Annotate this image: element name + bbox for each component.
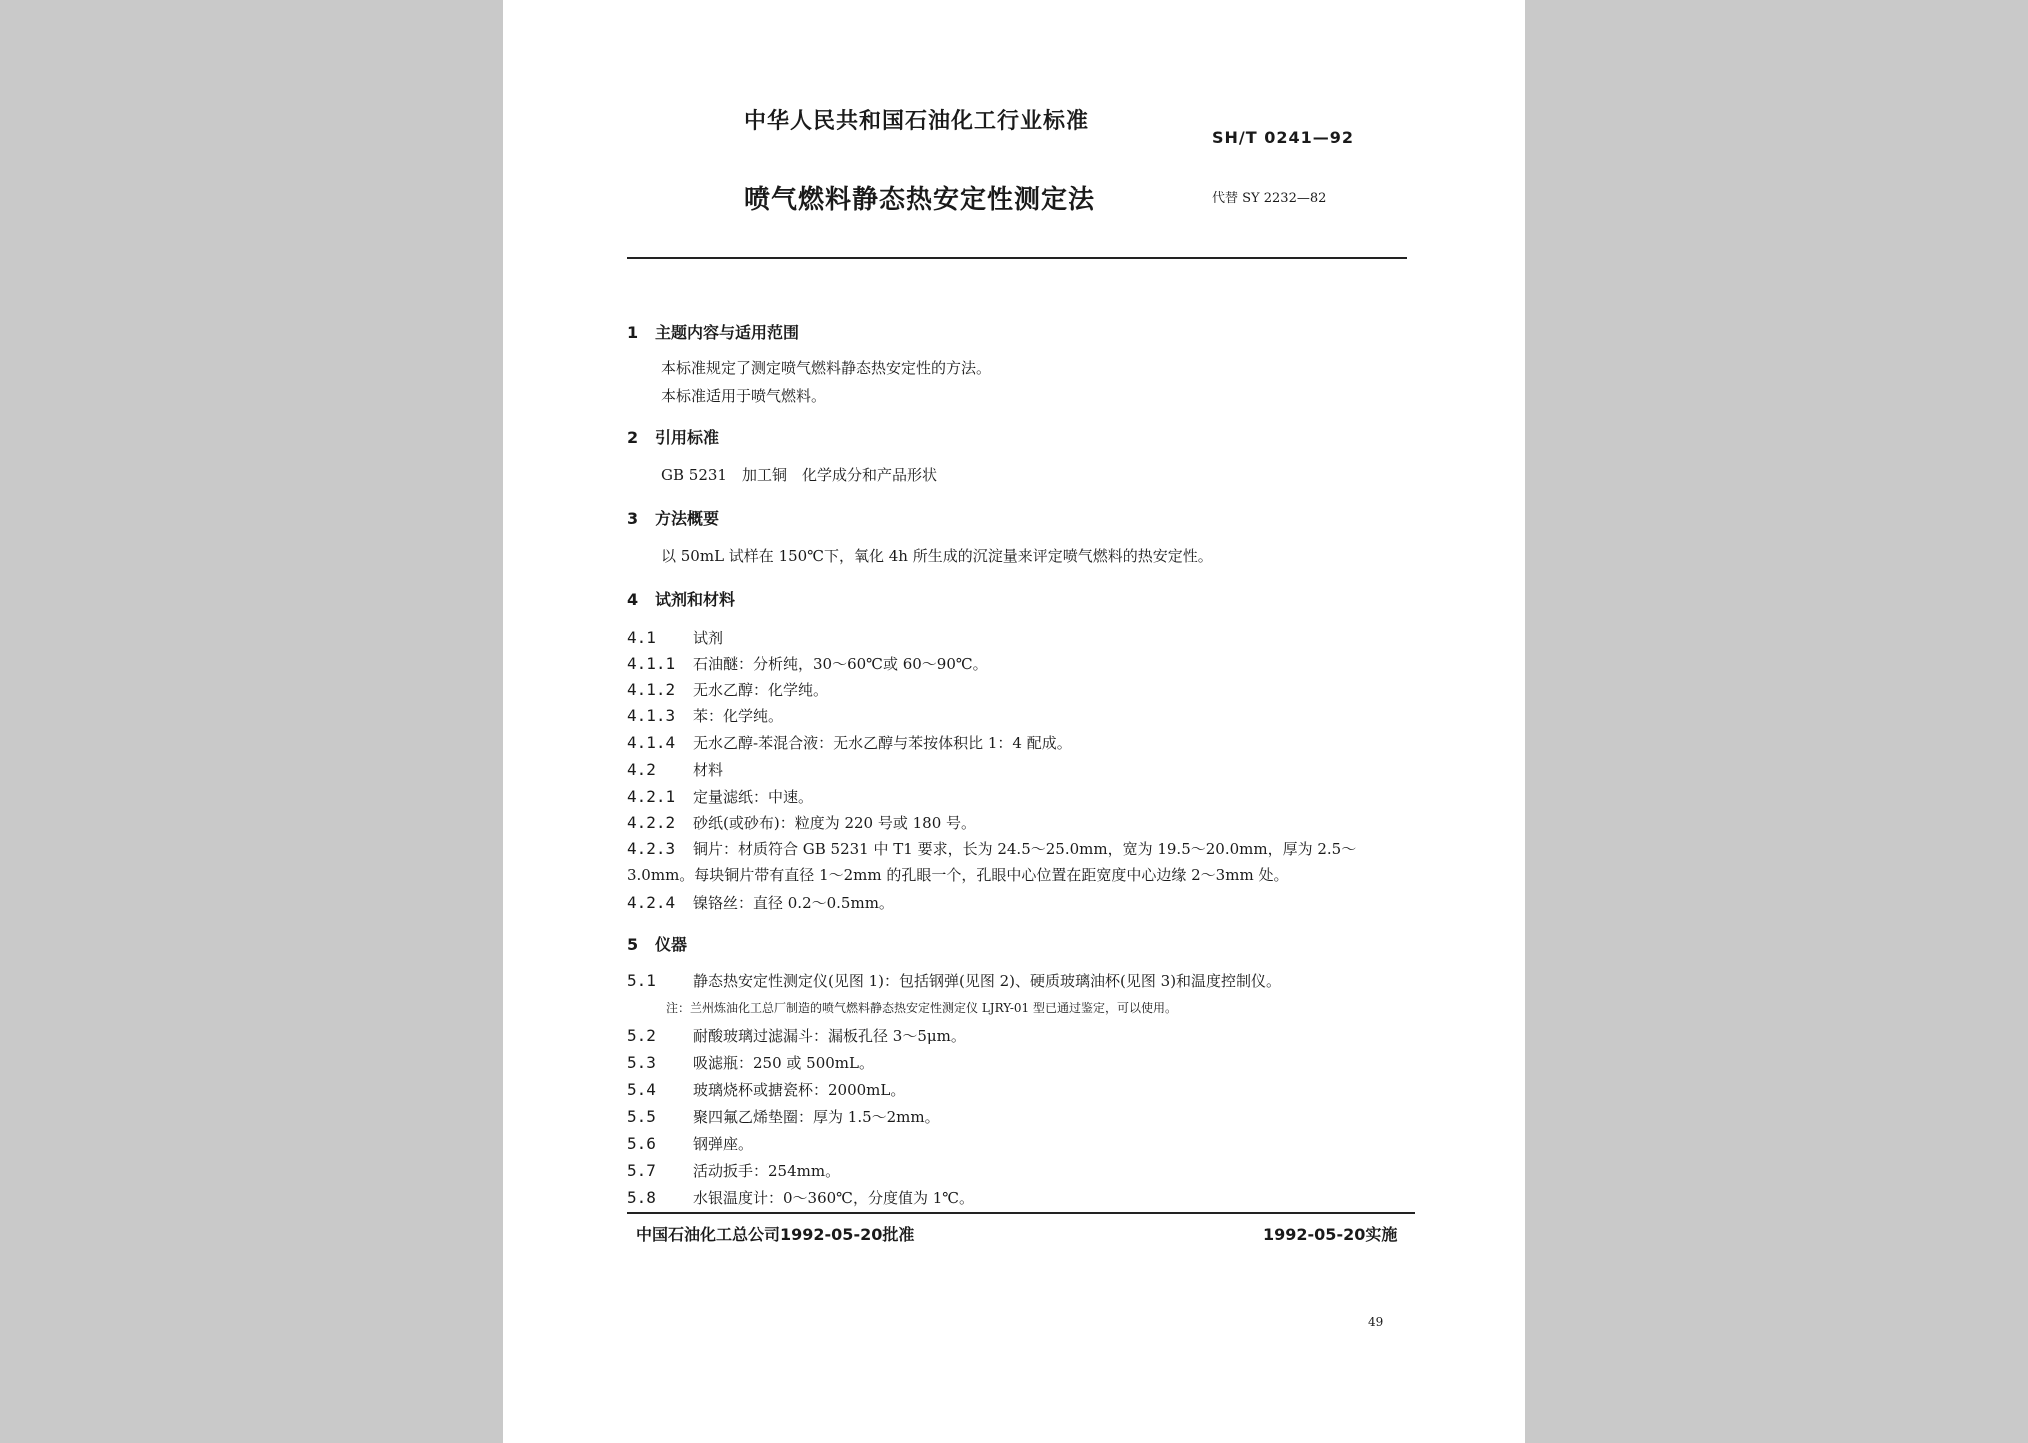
section-3-para-1: 以 50mL 试样在 150℃下，氧化 4h 所生成的沉淀量来评定喷气燃料的热安定性。 xyxy=(661,547,1213,565)
section-number: 4 xyxy=(627,590,639,609)
list-item: 4.1 试剂 xyxy=(627,628,724,647)
section-5-heading xyxy=(627,932,687,955)
section-1-para-1: 本标准规定了测定喷气燃料静态热安定性的方法。 xyxy=(661,359,992,377)
section-number: 3 xyxy=(627,509,639,528)
section-title: 方法概要 xyxy=(655,509,720,528)
section-1-heading xyxy=(627,320,799,343)
section-number: 5 xyxy=(627,935,639,954)
section-title: 仪器 xyxy=(655,935,688,954)
section-number: 2 xyxy=(627,428,639,447)
document-page xyxy=(503,0,1525,1443)
header-rule xyxy=(627,257,1407,259)
list-item: 4.2.3 铜片：材质符合 GB 5231 中 T1 要求，长为 24.5～25.0mm，宽为 19.5～20.0mm，厚为 2.5～ xyxy=(627,839,1357,858)
note: 注：兰州炼油化工总厂制造的喷气燃料静态热安定性测定仪 LJRY-01 型已通过鉴定，可以使用。 xyxy=(666,1001,1178,1015)
section-title: 主题内容与适用范围 xyxy=(655,323,800,342)
list-item: 4.2.1 定量滤纸：中速。 xyxy=(627,787,814,806)
section-number: 1 xyxy=(627,323,639,342)
list-item: 4.1.2 无水乙醇：化学纯。 xyxy=(627,680,829,699)
list-item: 4.2.2 砂纸(或砂布)：粒度为 220 号或 180 号。 xyxy=(627,813,977,832)
list-item: 5.4 玻璃烧杯或搪瓷杯：2000mL。 xyxy=(627,1080,906,1099)
footer-rule xyxy=(627,1212,1415,1214)
section-title: 试剂和材料 xyxy=(655,590,736,609)
ministry-heading: 中华人民共和国石油化工行业标准 xyxy=(744,109,1090,134)
list-item: 4.2 材料 xyxy=(627,760,724,779)
section-2-heading xyxy=(627,425,719,448)
section-1-para-2: 本标准适用于喷气燃料。 xyxy=(661,387,827,405)
list-item: 5.1 静态热安定性测定仪(见图 1)：包括钢弹(见图 2)、硬质玻璃油杯(见图 3)和温度控制仪。 xyxy=(627,971,1282,990)
section-title: 引用标准 xyxy=(655,428,720,447)
list-item: 5.5 聚四氟乙烯垫圈：厚为 1.5～2mm。 xyxy=(627,1107,940,1126)
section-3-heading xyxy=(627,506,719,529)
approval-date: 中国石油化工总公司1992-05-20批准 xyxy=(636,1225,915,1244)
list-item: 4.1.4 无水乙醇-苯混合液：无水乙醇与苯按体积比 1：4 配成。 xyxy=(627,733,1072,752)
list-item: 5.8 水银温度计：0～360℃，分度值为 1℃。 xyxy=(627,1188,975,1207)
effective-date: 1992-05-20实施 xyxy=(1263,1225,1398,1244)
section-2-para-1: GB 5231 加工铜 化学成分和产品形状 xyxy=(661,466,937,484)
list-item: 5.2 耐酸玻璃过滤漏斗：漏板孔径 3～5μm。 xyxy=(627,1026,966,1045)
replaces-code: 代替 SY 2232—82 xyxy=(1212,191,1327,206)
list-item: 5.3 吸滤瓶：250 或 500mL。 xyxy=(627,1053,874,1072)
list-item: 5.6 钢弹座。 xyxy=(627,1134,754,1153)
standard-code: SH/T 0241—92 xyxy=(1212,128,1355,147)
section-4-heading xyxy=(627,587,735,610)
list-item: 4.1.3 苯：化学纯。 xyxy=(627,706,784,725)
list-item: 4.1.1 石油醚：分析纯，30～60℃或 60～90℃。 xyxy=(627,654,988,673)
list-item: 5.7 活动扳手：254mm。 xyxy=(627,1161,841,1180)
list-item-continuation: 3.0mm。每块铜片带有直径 1～2mm 的孔眼一个，孔眼中心位置在距宽度中心边缘 2～3mm 处。 xyxy=(627,866,1289,884)
list-item: 4.2.4 镍铬丝：直径 0.2～0.5mm。 xyxy=(627,893,894,912)
page-number: 49 xyxy=(1368,1315,1384,1329)
document-title: 喷气燃料静态热安定性测定法 xyxy=(744,185,1096,215)
